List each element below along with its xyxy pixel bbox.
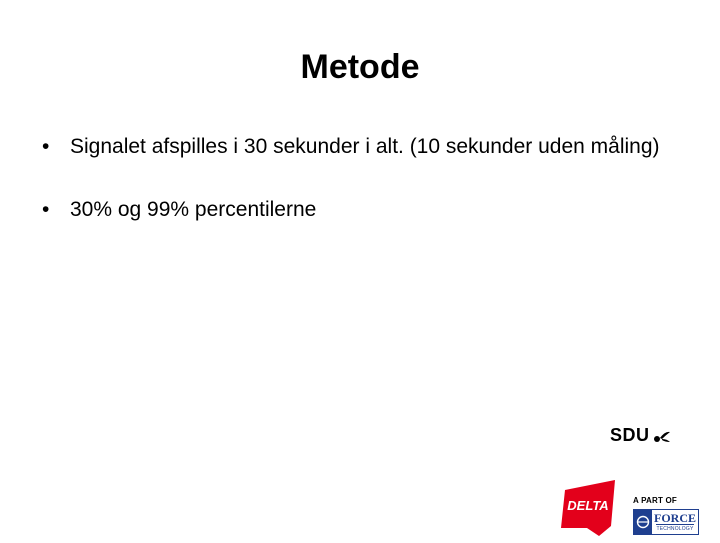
sdu-logo xyxy=(610,425,671,446)
delta-logo xyxy=(555,478,625,543)
force-technology-logo xyxy=(633,496,703,535)
bullet-marker: • xyxy=(42,198,50,221)
force-sub: TECHNOLOGY xyxy=(656,526,694,532)
slide-title: Metode xyxy=(300,48,420,86)
bullet-list xyxy=(42,132,692,258)
force-text-block xyxy=(652,510,698,534)
force-logo-box xyxy=(633,509,699,535)
force-tagline: A PART OF xyxy=(633,496,678,505)
sdu-logo-text: SDU xyxy=(610,425,650,445)
bullet-item xyxy=(42,132,692,161)
bullet-text: 30% og 99% percentilerne xyxy=(70,198,317,221)
sdu-leaf-icon xyxy=(653,429,671,443)
bullet-item xyxy=(42,195,692,224)
delta-logo-text: DELTA xyxy=(567,498,609,513)
bullet-marker: • xyxy=(42,135,50,158)
delta-logo-graphic xyxy=(555,478,625,538)
force-name: FORCE xyxy=(654,511,696,525)
force-emblem-icon xyxy=(634,510,652,534)
bullet-text: Signalet afspilles i 30 sekunder i alt. (10 sekunder uden måling) xyxy=(70,135,660,158)
